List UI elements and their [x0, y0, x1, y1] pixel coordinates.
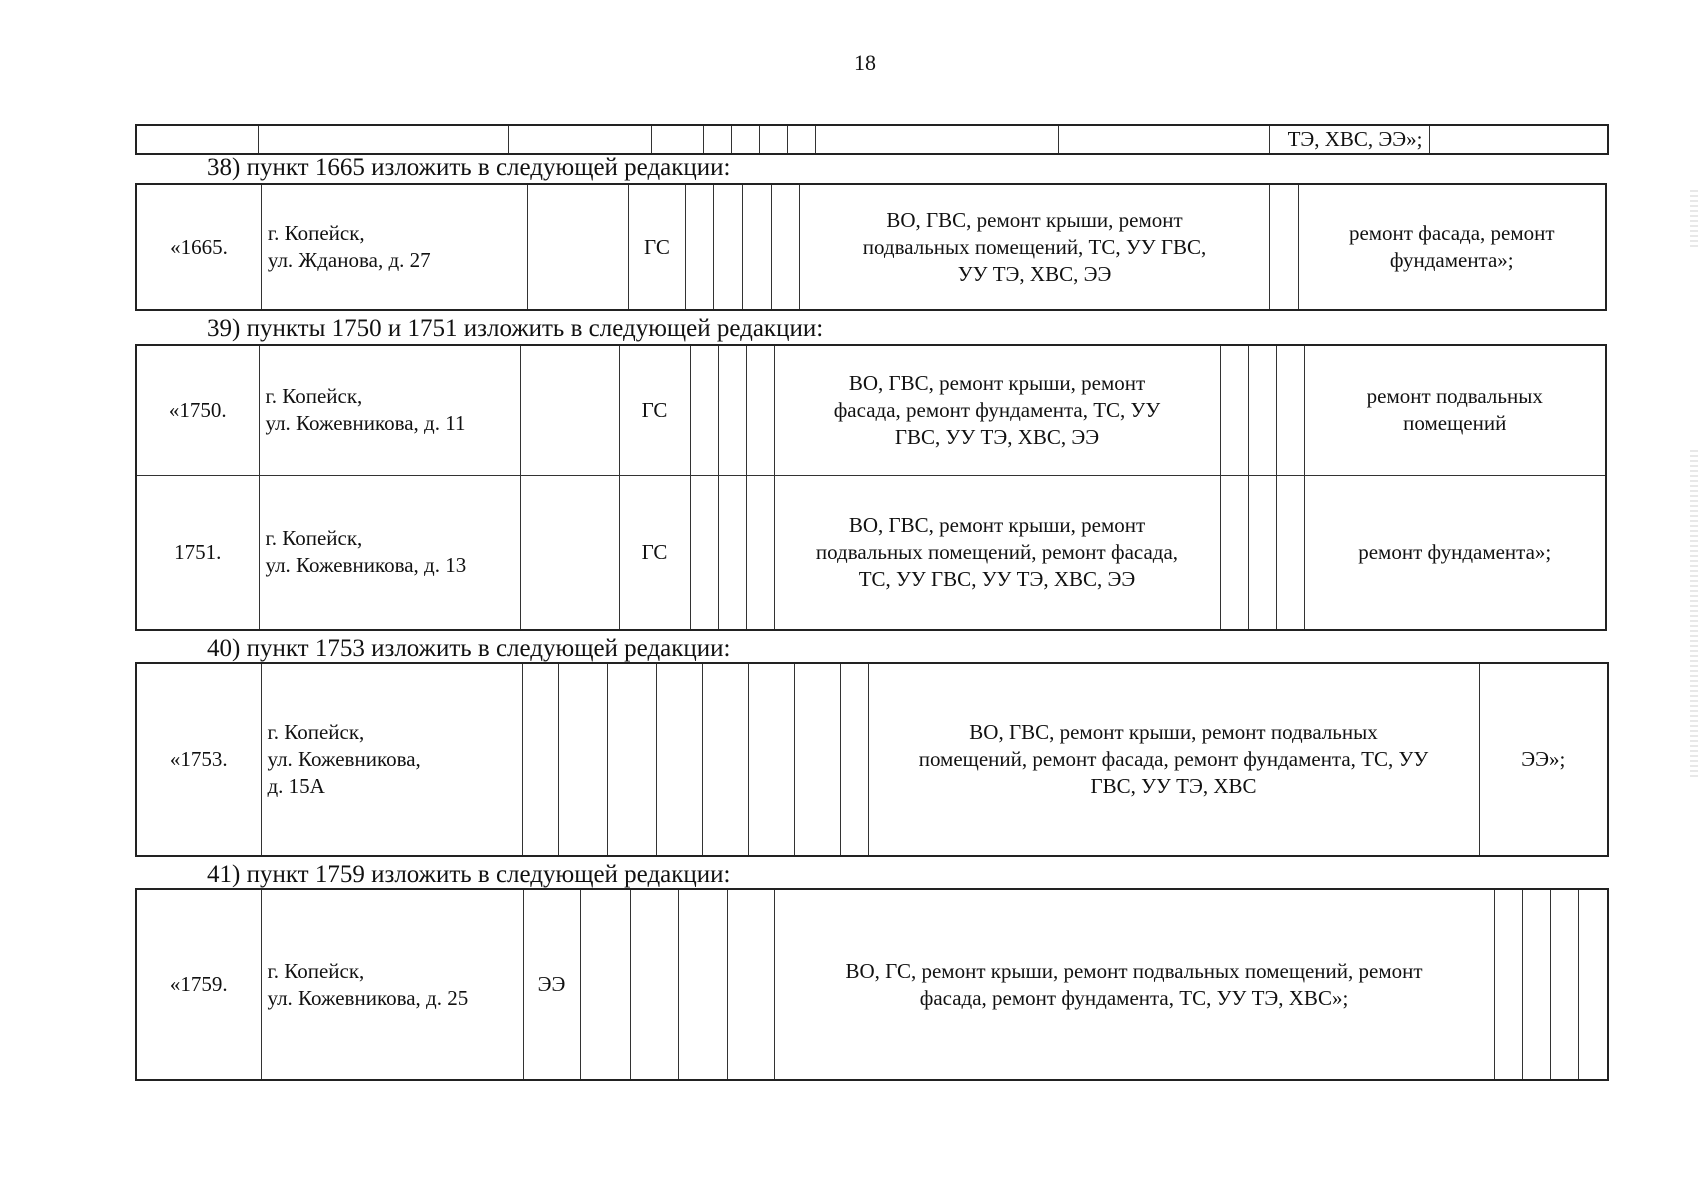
code-cell: ГС [628, 184, 685, 310]
extra-line: помещений [1403, 411, 1507, 436]
address-line: д. 15А [267, 774, 325, 798]
table-item-1759 [135, 888, 1609, 1081]
works-cell [774, 345, 1220, 475]
address-line: ул. Кожевникова, [267, 747, 421, 771]
address-line: г. Копейск, [267, 221, 365, 245]
works-line: ВО, ГВС, ремонт крыши, ремонт [886, 207, 1183, 232]
table-item-1665 [135, 183, 1607, 311]
works-line: помещений, ремонт фасада, ремонт фундамента, ТС, УУ [918, 747, 1429, 771]
works-line: ВО, ГВС, ремонт крыши, ремонт [848, 370, 1146, 395]
table-row [136, 475, 1606, 630]
code-cell: ГС [619, 475, 690, 630]
table-row [136, 889, 1608, 1080]
continuation-table [135, 124, 1609, 155]
address-line: г. Копейск, [265, 384, 363, 409]
table-items-1750-1751 [135, 344, 1607, 631]
extra-works-cell [1304, 345, 1606, 475]
scan-edge-artifact [1690, 450, 1698, 780]
continuation-cell: ТЭ, ХВС, ЭЭ»; [1269, 125, 1429, 154]
address-line: ул. Кожевникова, д. 11 [265, 411, 466, 436]
works-cell [774, 475, 1220, 630]
works-line: ГВС, УУ ТЭ, ХВС [1090, 774, 1257, 798]
works-line: ТС, УУ ГВС, УУ ТЭ, ХВС, ЭЭ [858, 566, 1136, 591]
scan-edge-artifact [1690, 190, 1698, 250]
address-cell [261, 663, 522, 856]
extra-line: ЭЭ»; [1521, 747, 1566, 771]
address-cell [259, 475, 520, 630]
section-heading-41: 41) пункт 1759 изложить в следующей редакции: [207, 861, 731, 888]
extra-line: фундамента»; [1389, 248, 1514, 272]
item-number: «1665. [136, 184, 261, 310]
address-cell [259, 345, 520, 475]
code-cell: ЭЭ [523, 889, 580, 1080]
works-line: ГВС, УУ ТЭ, ХВС, ЭЭ [894, 424, 1100, 449]
table-row [136, 345, 1606, 475]
table-row [136, 184, 1606, 310]
works-line: фасада, ремонт фундамента, ТС, УУ [833, 397, 1161, 422]
address-line: ул. Кожевникова, д. 13 [265, 553, 467, 578]
address-line: г. Копейск, [267, 958, 365, 983]
address-line: г. Копейск, [265, 526, 363, 551]
address-cell [261, 184, 527, 310]
address-line: ул. Жданова, д. 27 [267, 248, 431, 272]
extra-line: ремонт подвальных [1366, 384, 1543, 409]
works-cell [774, 889, 1494, 1080]
works-cell [800, 184, 1270, 310]
extra-line: ремонт фундамента»; [1358, 539, 1552, 564]
extra-line: ремонт фасада, ремонт [1348, 221, 1555, 245]
page-number: 18 [854, 50, 876, 75]
works-line: ВО, ГВС, ремонт крыши, ремонт [848, 512, 1146, 537]
code-cell: ГС [619, 345, 690, 475]
works-line: подвальных помещений, ТС, УУ ГВС, [862, 234, 1207, 259]
item-number: «1750. [136, 345, 259, 475]
section-heading-38: 38) пункт 1665 изложить в следующей редакции: [207, 154, 731, 181]
works-line: подвальных помещений, ремонт фасада, [815, 539, 1179, 564]
address-line: г. Копейск, [267, 720, 365, 744]
extra-works-cell [1479, 663, 1608, 856]
address-cell [261, 889, 523, 1080]
works-line: УУ ТЭ, ХВС, ЭЭ [957, 261, 1112, 286]
works-line: ВО, ГС, ремонт крыши, ремонт подвальных помещений, ремонт [845, 958, 1423, 983]
table-row [136, 663, 1608, 856]
table-item-1753 [135, 662, 1609, 857]
address-line: ул. Кожевникова, д. 25 [267, 985, 469, 1010]
section-heading-40: 40) пункт 1753 изложить в следующей редакции: [207, 635, 731, 662]
works-line: ВО, ГВС, ремонт крыши, ремонт подвальных [969, 720, 1378, 744]
works-cell [868, 663, 1479, 856]
item-number: «1753. [136, 663, 261, 856]
extra-works-cell [1298, 184, 1606, 310]
item-number: 1751. [136, 475, 259, 630]
extra-works-cell [1304, 475, 1606, 630]
item-number: «1759. [136, 889, 261, 1080]
section-heading-39: 39) пункты 1750 и 1751 изложить в следующей редакции: [207, 315, 824, 342]
works-line: фасада, ремонт фундамента, ТС, УУ ТЭ, ХВС»; [919, 985, 1349, 1010]
